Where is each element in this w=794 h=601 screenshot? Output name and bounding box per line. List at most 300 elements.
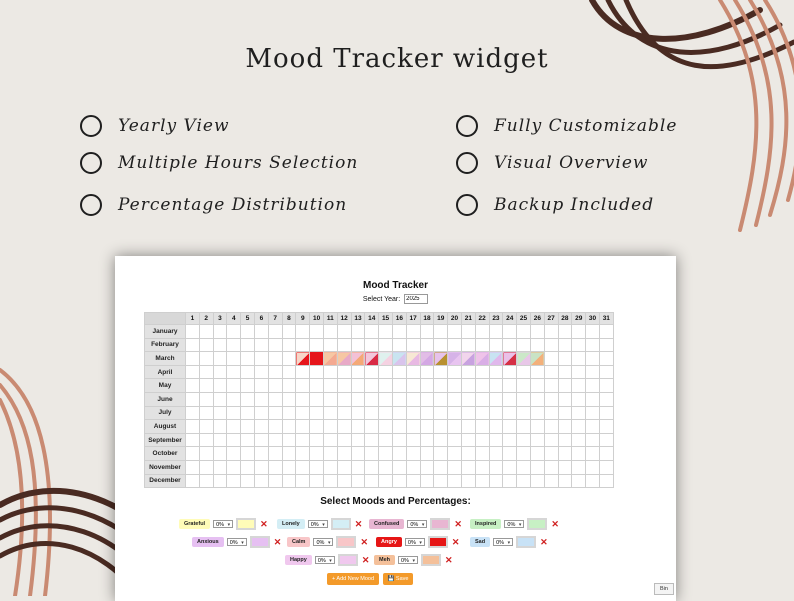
day-cell[interactable] bbox=[213, 365, 227, 379]
day-cell[interactable] bbox=[586, 325, 600, 339]
day-cell[interactable] bbox=[337, 338, 351, 352]
day-cell[interactable] bbox=[241, 420, 255, 434]
day-cell[interactable] bbox=[310, 379, 324, 393]
bin-button[interactable]: Bin bbox=[654, 583, 674, 595]
day-cell[interactable] bbox=[475, 338, 489, 352]
day-cell[interactable] bbox=[448, 338, 462, 352]
day-cell[interactable] bbox=[186, 447, 200, 461]
day-cell[interactable] bbox=[544, 460, 558, 474]
day-cell[interactable] bbox=[448, 447, 462, 461]
day-cell[interactable] bbox=[199, 406, 213, 420]
day-cell[interactable] bbox=[254, 447, 268, 461]
day-cell[interactable] bbox=[530, 460, 544, 474]
day-cell[interactable] bbox=[199, 447, 213, 461]
day-cell[interactable] bbox=[503, 379, 517, 393]
remove-mood-icon[interactable]: ✕ bbox=[445, 554, 453, 565]
day-cell[interactable] bbox=[199, 420, 213, 434]
year-input[interactable] bbox=[404, 294, 428, 304]
day-cell[interactable] bbox=[558, 365, 572, 379]
day-cell[interactable] bbox=[323, 406, 337, 420]
day-cell[interactable] bbox=[586, 379, 600, 393]
day-cell[interactable] bbox=[365, 365, 379, 379]
day-cell[interactable] bbox=[323, 352, 337, 366]
day-cell[interactable] bbox=[517, 365, 531, 379]
day-cell[interactable] bbox=[517, 420, 531, 434]
day-cell[interactable] bbox=[572, 474, 586, 488]
day-cell[interactable] bbox=[461, 392, 475, 406]
remove-mood-icon[interactable]: ✕ bbox=[354, 518, 363, 529]
day-cell[interactable] bbox=[461, 420, 475, 434]
day-cell[interactable] bbox=[558, 325, 572, 339]
day-cell[interactable] bbox=[186, 433, 200, 447]
day-cell[interactable] bbox=[254, 420, 268, 434]
day-cell[interactable] bbox=[310, 420, 324, 434]
day-cell[interactable] bbox=[199, 392, 213, 406]
day-cell[interactable] bbox=[530, 352, 544, 366]
day-cell[interactable] bbox=[227, 365, 241, 379]
day-cell[interactable] bbox=[227, 379, 241, 393]
percentage-select[interactable] bbox=[308, 520, 328, 528]
day-cell[interactable] bbox=[517, 474, 531, 488]
day-cell[interactable] bbox=[268, 325, 282, 339]
day-cell[interactable] bbox=[282, 338, 296, 352]
day-cell[interactable] bbox=[558, 338, 572, 352]
day-cell[interactable] bbox=[558, 379, 572, 393]
day-cell[interactable] bbox=[586, 460, 600, 474]
day-cell[interactable] bbox=[434, 352, 448, 366]
day-cell[interactable] bbox=[599, 392, 613, 406]
day-cell[interactable] bbox=[199, 379, 213, 393]
color-swatch[interactable] bbox=[250, 536, 270, 548]
day-cell[interactable] bbox=[199, 365, 213, 379]
day-cell[interactable] bbox=[337, 447, 351, 461]
day-cell[interactable] bbox=[586, 338, 600, 352]
day-cell[interactable] bbox=[365, 325, 379, 339]
day-cell[interactable] bbox=[489, 420, 503, 434]
day-cell[interactable] bbox=[186, 420, 200, 434]
day-cell[interactable] bbox=[282, 460, 296, 474]
day-cell[interactable] bbox=[241, 379, 255, 393]
day-cell[interactable] bbox=[530, 379, 544, 393]
day-cell[interactable] bbox=[599, 420, 613, 434]
day-cell[interactable] bbox=[323, 474, 337, 488]
day-cell[interactable] bbox=[213, 379, 227, 393]
day-cell[interactable] bbox=[323, 447, 337, 461]
day-cell[interactable] bbox=[434, 420, 448, 434]
day-cell[interactable] bbox=[530, 325, 544, 339]
day-cell[interactable] bbox=[406, 352, 420, 366]
day-cell[interactable] bbox=[268, 379, 282, 393]
day-cell[interactable] bbox=[420, 352, 434, 366]
day-cell[interactable] bbox=[379, 392, 393, 406]
day-cell[interactable] bbox=[337, 420, 351, 434]
day-cell[interactable] bbox=[323, 420, 337, 434]
day-cell[interactable] bbox=[282, 352, 296, 366]
day-cell[interactable] bbox=[186, 338, 200, 352]
day-cell[interactable] bbox=[503, 406, 517, 420]
percentage-select[interactable] bbox=[213, 520, 233, 528]
remove-mood-icon[interactable]: ✕ bbox=[551, 518, 559, 529]
day-cell[interactable] bbox=[420, 460, 434, 474]
day-cell[interactable] bbox=[517, 338, 531, 352]
day-cell[interactable] bbox=[365, 474, 379, 488]
day-cell[interactable] bbox=[392, 325, 406, 339]
color-swatch[interactable] bbox=[421, 554, 441, 566]
day-cell[interactable] bbox=[434, 325, 448, 339]
day-cell[interactable] bbox=[434, 447, 448, 461]
day-cell[interactable] bbox=[241, 474, 255, 488]
day-cell[interactable] bbox=[351, 325, 365, 339]
day-cell[interactable] bbox=[337, 325, 351, 339]
day-cell[interactable] bbox=[489, 447, 503, 461]
day-cell[interactable] bbox=[282, 474, 296, 488]
day-cell[interactable] bbox=[365, 379, 379, 393]
percentage-select[interactable] bbox=[504, 520, 524, 528]
day-cell[interactable] bbox=[586, 433, 600, 447]
day-cell[interactable] bbox=[392, 392, 406, 406]
day-cell[interactable] bbox=[503, 352, 517, 366]
day-cell[interactable] bbox=[544, 379, 558, 393]
day-cell[interactable] bbox=[241, 433, 255, 447]
day-cell[interactable] bbox=[351, 460, 365, 474]
day-cell[interactable] bbox=[227, 447, 241, 461]
day-cell[interactable] bbox=[517, 460, 531, 474]
day-cell[interactable] bbox=[406, 406, 420, 420]
day-cell[interactable] bbox=[544, 406, 558, 420]
day-cell[interactable] bbox=[296, 447, 310, 461]
day-cell[interactable] bbox=[282, 365, 296, 379]
day-cell[interactable] bbox=[572, 420, 586, 434]
day-cell[interactable] bbox=[351, 352, 365, 366]
day-cell[interactable] bbox=[296, 325, 310, 339]
day-cell[interactable] bbox=[572, 447, 586, 461]
day-cell[interactable] bbox=[530, 433, 544, 447]
day-cell[interactable] bbox=[558, 460, 572, 474]
day-cell[interactable] bbox=[544, 420, 558, 434]
day-cell[interactable] bbox=[461, 406, 475, 420]
day-cell[interactable] bbox=[186, 406, 200, 420]
day-cell[interactable] bbox=[475, 433, 489, 447]
remove-mood-icon[interactable]: ✕ bbox=[361, 554, 370, 565]
percentage-select[interactable] bbox=[398, 556, 418, 564]
day-cell[interactable] bbox=[323, 338, 337, 352]
day-cell[interactable] bbox=[406, 325, 420, 339]
day-cell[interactable] bbox=[392, 379, 406, 393]
day-cell[interactable] bbox=[406, 365, 420, 379]
day-cell[interactable] bbox=[310, 474, 324, 488]
day-cell[interactable] bbox=[517, 406, 531, 420]
day-cell[interactable] bbox=[186, 379, 200, 393]
day-cell[interactable] bbox=[254, 392, 268, 406]
day-cell[interactable] bbox=[199, 338, 213, 352]
day-cell[interactable] bbox=[351, 392, 365, 406]
day-cell[interactable] bbox=[530, 392, 544, 406]
day-cell[interactable] bbox=[365, 433, 379, 447]
day-cell[interactable] bbox=[337, 474, 351, 488]
day-cell[interactable] bbox=[186, 365, 200, 379]
day-cell[interactable] bbox=[406, 460, 420, 474]
remove-mood-icon[interactable]: ✕ bbox=[451, 536, 460, 547]
day-cell[interactable] bbox=[227, 325, 241, 339]
day-cell[interactable] bbox=[296, 352, 310, 366]
day-cell[interactable] bbox=[599, 365, 613, 379]
color-swatch[interactable] bbox=[527, 518, 547, 530]
day-cell[interactable] bbox=[282, 325, 296, 339]
day-cell[interactable] bbox=[254, 338, 268, 352]
day-cell[interactable] bbox=[503, 338, 517, 352]
day-cell[interactable] bbox=[558, 420, 572, 434]
day-cell[interactable] bbox=[337, 352, 351, 366]
percentage-select[interactable] bbox=[405, 538, 425, 546]
day-cell[interactable] bbox=[213, 420, 227, 434]
day-cell[interactable] bbox=[530, 474, 544, 488]
day-cell[interactable] bbox=[213, 447, 227, 461]
day-cell[interactable] bbox=[461, 460, 475, 474]
day-cell[interactable] bbox=[227, 474, 241, 488]
day-cell[interactable] bbox=[489, 379, 503, 393]
percentage-select[interactable] bbox=[315, 556, 335, 564]
day-cell[interactable] bbox=[461, 338, 475, 352]
day-cell[interactable] bbox=[392, 433, 406, 447]
day-cell[interactable] bbox=[530, 420, 544, 434]
percentage-select[interactable] bbox=[407, 520, 427, 528]
day-cell[interactable] bbox=[489, 392, 503, 406]
day-cell[interactable] bbox=[434, 365, 448, 379]
add-mood-button[interactable]: + Add New Mood bbox=[327, 573, 379, 585]
color-swatch[interactable] bbox=[430, 518, 450, 530]
day-cell[interactable] bbox=[420, 365, 434, 379]
day-cell[interactable] bbox=[379, 352, 393, 366]
day-cell[interactable] bbox=[282, 433, 296, 447]
day-cell[interactable] bbox=[420, 433, 434, 447]
day-cell[interactable] bbox=[213, 392, 227, 406]
day-cell[interactable] bbox=[572, 392, 586, 406]
day-cell[interactable] bbox=[199, 460, 213, 474]
day-cell[interactable] bbox=[199, 352, 213, 366]
day-cell[interactable] bbox=[599, 460, 613, 474]
day-cell[interactable] bbox=[517, 433, 531, 447]
day-cell[interactable] bbox=[241, 406, 255, 420]
day-cell[interactable] bbox=[503, 460, 517, 474]
day-cell[interactable] bbox=[572, 406, 586, 420]
day-cell[interactable] bbox=[186, 460, 200, 474]
day-cell[interactable] bbox=[420, 447, 434, 461]
day-cell[interactable] bbox=[241, 338, 255, 352]
day-cell[interactable] bbox=[517, 447, 531, 461]
day-cell[interactable] bbox=[475, 447, 489, 461]
day-cell[interactable] bbox=[448, 420, 462, 434]
day-cell[interactable] bbox=[379, 379, 393, 393]
day-cell[interactable] bbox=[392, 460, 406, 474]
day-cell[interactable] bbox=[599, 338, 613, 352]
day-cell[interactable] bbox=[351, 338, 365, 352]
day-cell[interactable] bbox=[517, 325, 531, 339]
day-cell[interactable] bbox=[406, 338, 420, 352]
day-cell[interactable] bbox=[572, 338, 586, 352]
day-cell[interactable] bbox=[392, 420, 406, 434]
day-cell[interactable] bbox=[392, 447, 406, 461]
day-cell[interactable] bbox=[186, 352, 200, 366]
day-cell[interactable] bbox=[199, 474, 213, 488]
day-cell[interactable] bbox=[475, 365, 489, 379]
day-cell[interactable] bbox=[392, 352, 406, 366]
day-cell[interactable] bbox=[227, 406, 241, 420]
day-cell[interactable] bbox=[544, 447, 558, 461]
day-cell[interactable] bbox=[268, 338, 282, 352]
day-cell[interactable] bbox=[337, 392, 351, 406]
day-cell[interactable] bbox=[461, 433, 475, 447]
day-cell[interactable] bbox=[337, 460, 351, 474]
day-cell[interactable] bbox=[586, 474, 600, 488]
day-cell[interactable] bbox=[227, 392, 241, 406]
percentage-select[interactable] bbox=[227, 538, 247, 546]
percentage-select[interactable] bbox=[493, 538, 513, 546]
day-cell[interactable] bbox=[365, 447, 379, 461]
day-cell[interactable] bbox=[558, 352, 572, 366]
day-cell[interactable] bbox=[241, 392, 255, 406]
day-cell[interactable] bbox=[586, 392, 600, 406]
day-cell[interactable] bbox=[379, 406, 393, 420]
day-cell[interactable] bbox=[268, 406, 282, 420]
day-cell[interactable] bbox=[517, 352, 531, 366]
day-cell[interactable] bbox=[310, 338, 324, 352]
day-cell[interactable] bbox=[406, 392, 420, 406]
day-cell[interactable] bbox=[420, 325, 434, 339]
day-cell[interactable] bbox=[337, 406, 351, 420]
day-cell[interactable] bbox=[406, 474, 420, 488]
day-cell[interactable] bbox=[379, 460, 393, 474]
day-cell[interactable] bbox=[379, 433, 393, 447]
day-cell[interactable] bbox=[254, 474, 268, 488]
day-cell[interactable] bbox=[517, 379, 531, 393]
day-cell[interactable] bbox=[351, 365, 365, 379]
day-cell[interactable] bbox=[489, 365, 503, 379]
day-cell[interactable] bbox=[337, 365, 351, 379]
day-cell[interactable] bbox=[475, 325, 489, 339]
day-cell[interactable] bbox=[489, 352, 503, 366]
day-cell[interactable] bbox=[544, 338, 558, 352]
day-cell[interactable] bbox=[392, 406, 406, 420]
day-cell[interactable] bbox=[503, 365, 517, 379]
color-swatch[interactable] bbox=[516, 536, 536, 548]
day-cell[interactable] bbox=[434, 433, 448, 447]
day-cell[interactable] bbox=[448, 365, 462, 379]
day-cell[interactable] bbox=[475, 474, 489, 488]
day-cell[interactable] bbox=[254, 406, 268, 420]
day-cell[interactable] bbox=[572, 365, 586, 379]
day-cell[interactable] bbox=[213, 352, 227, 366]
color-swatch[interactable] bbox=[331, 518, 351, 530]
day-cell[interactable] bbox=[599, 325, 613, 339]
day-cell[interactable] bbox=[365, 352, 379, 366]
day-cell[interactable] bbox=[296, 433, 310, 447]
day-cell[interactable] bbox=[558, 433, 572, 447]
day-cell[interactable] bbox=[310, 365, 324, 379]
day-cell[interactable] bbox=[351, 379, 365, 393]
day-cell[interactable] bbox=[268, 433, 282, 447]
day-cell[interactable] bbox=[434, 460, 448, 474]
day-cell[interactable] bbox=[351, 474, 365, 488]
remove-mood-icon[interactable]: ✕ bbox=[273, 536, 282, 547]
day-cell[interactable] bbox=[365, 420, 379, 434]
day-cell[interactable] bbox=[186, 474, 200, 488]
day-cell[interactable] bbox=[296, 460, 310, 474]
day-cell[interactable] bbox=[586, 447, 600, 461]
day-cell[interactable] bbox=[213, 474, 227, 488]
day-cell[interactable] bbox=[365, 460, 379, 474]
day-cell[interactable] bbox=[379, 420, 393, 434]
day-cell[interactable] bbox=[268, 460, 282, 474]
day-cell[interactable] bbox=[544, 365, 558, 379]
day-cell[interactable] bbox=[268, 392, 282, 406]
day-cell[interactable] bbox=[544, 392, 558, 406]
day-cell[interactable] bbox=[448, 352, 462, 366]
day-cell[interactable] bbox=[599, 447, 613, 461]
day-cell[interactable] bbox=[268, 420, 282, 434]
remove-mood-icon[interactable]: ✕ bbox=[540, 536, 548, 547]
day-cell[interactable] bbox=[448, 474, 462, 488]
day-cell[interactable] bbox=[406, 433, 420, 447]
day-cell[interactable] bbox=[323, 379, 337, 393]
day-cell[interactable] bbox=[420, 392, 434, 406]
day-cell[interactable] bbox=[461, 325, 475, 339]
day-cell[interactable] bbox=[323, 392, 337, 406]
day-cell[interactable] bbox=[572, 433, 586, 447]
color-swatch[interactable] bbox=[236, 518, 256, 530]
day-cell[interactable] bbox=[351, 447, 365, 461]
day-cell[interactable] bbox=[296, 392, 310, 406]
day-cell[interactable] bbox=[448, 433, 462, 447]
day-cell[interactable] bbox=[282, 392, 296, 406]
day-cell[interactable] bbox=[448, 379, 462, 393]
day-cell[interactable] bbox=[254, 352, 268, 366]
day-cell[interactable] bbox=[420, 338, 434, 352]
day-cell[interactable] bbox=[475, 379, 489, 393]
day-cell[interactable] bbox=[489, 474, 503, 488]
day-cell[interactable] bbox=[503, 474, 517, 488]
day-cell[interactable] bbox=[392, 365, 406, 379]
color-swatch[interactable] bbox=[338, 554, 358, 566]
day-cell[interactable] bbox=[268, 474, 282, 488]
day-cell[interactable] bbox=[310, 352, 324, 366]
day-cell[interactable] bbox=[586, 365, 600, 379]
day-cell[interactable] bbox=[254, 365, 268, 379]
day-cell[interactable] bbox=[323, 365, 337, 379]
day-cell[interactable] bbox=[268, 365, 282, 379]
day-cell[interactable] bbox=[503, 325, 517, 339]
day-cell[interactable] bbox=[517, 392, 531, 406]
day-cell[interactable] bbox=[310, 460, 324, 474]
day-cell[interactable] bbox=[489, 460, 503, 474]
day-cell[interactable] bbox=[199, 433, 213, 447]
day-cell[interactable] bbox=[241, 460, 255, 474]
day-cell[interactable] bbox=[213, 325, 227, 339]
day-cell[interactable] bbox=[310, 433, 324, 447]
day-cell[interactable] bbox=[213, 433, 227, 447]
day-cell[interactable] bbox=[227, 352, 241, 366]
day-cell[interactable] bbox=[213, 460, 227, 474]
day-cell[interactable] bbox=[434, 406, 448, 420]
color-swatch[interactable] bbox=[428, 536, 448, 548]
day-cell[interactable] bbox=[461, 379, 475, 393]
day-cell[interactable] bbox=[268, 447, 282, 461]
day-cell[interactable] bbox=[282, 379, 296, 393]
day-cell[interactable] bbox=[351, 420, 365, 434]
day-cell[interactable] bbox=[310, 406, 324, 420]
day-cell[interactable] bbox=[213, 338, 227, 352]
day-cell[interactable] bbox=[213, 406, 227, 420]
day-cell[interactable] bbox=[544, 352, 558, 366]
